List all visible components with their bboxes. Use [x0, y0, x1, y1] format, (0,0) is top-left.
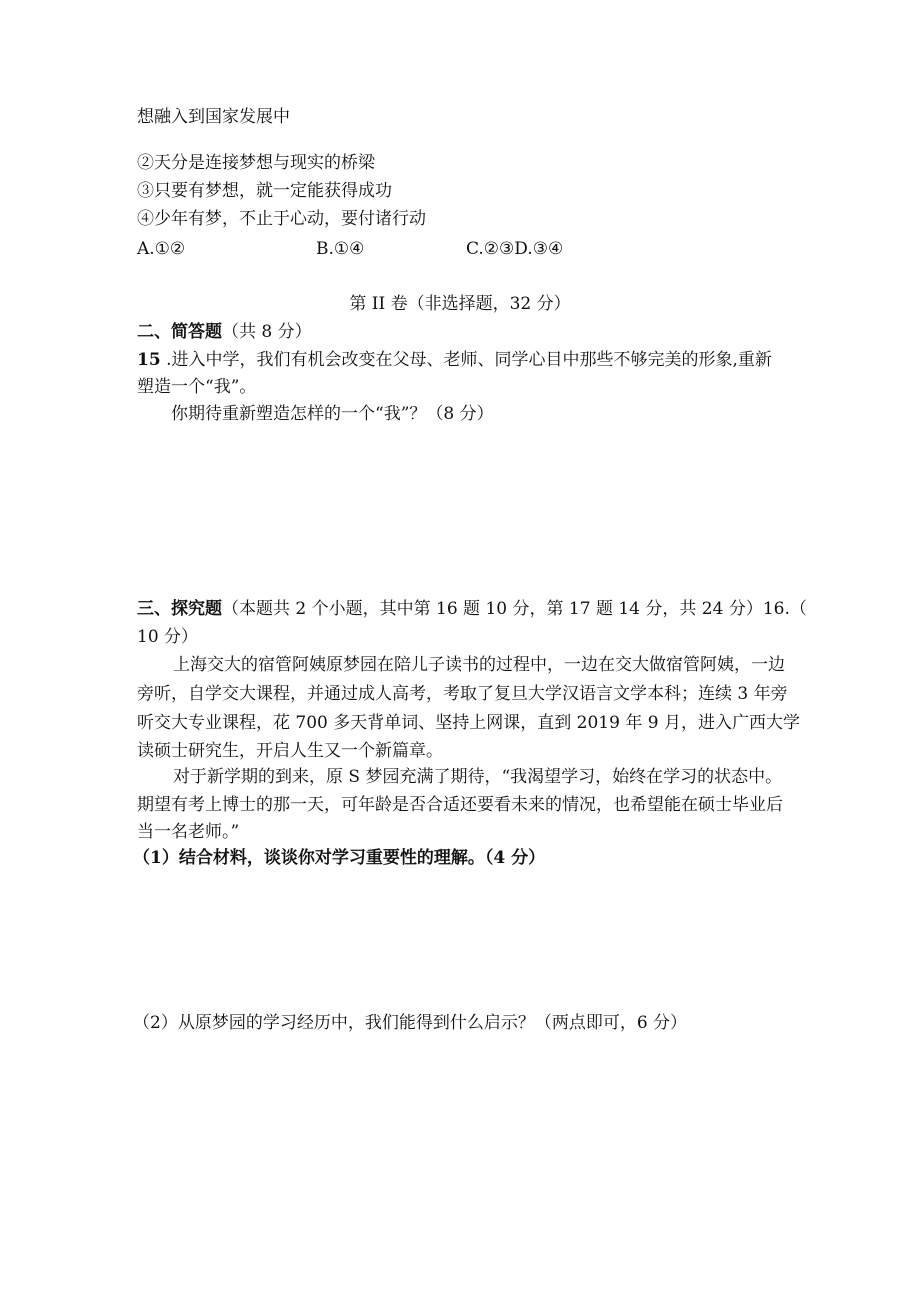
q16-para2-line1: 对于新学期的到来，原 S 梦园充满了期待，“我渴望学习，始终在学习的状态中。: [173, 767, 783, 787]
option-b: B.①④: [316, 239, 365, 259]
section2-score: （共 8 分）: [222, 322, 312, 342]
q16-sub1: （1）结合材料，谈谈你对学习重要性的理解。（4 分）: [133, 848, 546, 868]
q16-sub2: （2）从原梦园的学习经历中，我们能得到什么启示？（两点即可，6 分）: [133, 1013, 688, 1033]
q14-item-3: ③只要有梦想，就一定能获得成功: [137, 181, 392, 201]
q15-text-1: .进入中学，我们有机会改变在父母、老师、同学心目中那些不够完美的形象,重新: [160, 350, 772, 370]
q16-para1-line1: 上海交大的宿管阿姨原梦园在陪儿子读书的过程中，一边在交大做宿管阿姨，一边: [173, 655, 785, 675]
section3-heading: [137, 598, 807, 620]
q16-para2-line2: 期望有考上博士的那一天，可年龄是否合适还要看未来的情况，也希望能在硕士毕业后: [137, 795, 783, 815]
option-a: A.①②: [137, 239, 186, 259]
q15-line-2: 塑造一个“我”。: [137, 377, 257, 397]
option-c-d: C.②③D.③④: [466, 239, 564, 259]
part2-heading: 第 II 卷（非选择题，32 分）: [349, 294, 571, 314]
q16-para2-line3: 当一名老师。”: [137, 822, 240, 842]
section2-heading: [137, 321, 312, 343]
q16-para1-line2: 旁听，自学交大课程，并通过成人高考，考取了复旦大学汉语言文学本科；连续 3 年旁: [137, 684, 788, 704]
section3-score-cont: 10 分）: [137, 627, 199, 647]
q15-ask: 你期待重新塑造怎样的一个“我”？（8 分）: [171, 404, 494, 424]
q16-para1-line3: 听交大专业课程，花 700 多天背单词、坚持上网课，直到 2019 年 9 月，进入广西大学: [137, 713, 800, 733]
q14-line-continued: 想融入到国家发展中: [137, 107, 290, 127]
q14-item-2: ②天分是连接梦想与现实的桥梁: [137, 153, 375, 173]
q15-line-1: [137, 349, 772, 371]
q15-number: 15: [137, 350, 161, 370]
q14-item-4: ④少年有梦，不止于心动，要付诸行动: [137, 209, 426, 229]
section2-title: 二、简答题: [137, 322, 222, 342]
q16-para1-line4: 读硕士研究生，开启人生又一个新篇章。: [137, 741, 443, 761]
section3-score: （本题共 2 个小题，其中第 16 题 10 分，第 17 题 14 分，共 24 分）16.（: [222, 599, 807, 619]
section3-title: 三、探究题: [137, 599, 222, 619]
